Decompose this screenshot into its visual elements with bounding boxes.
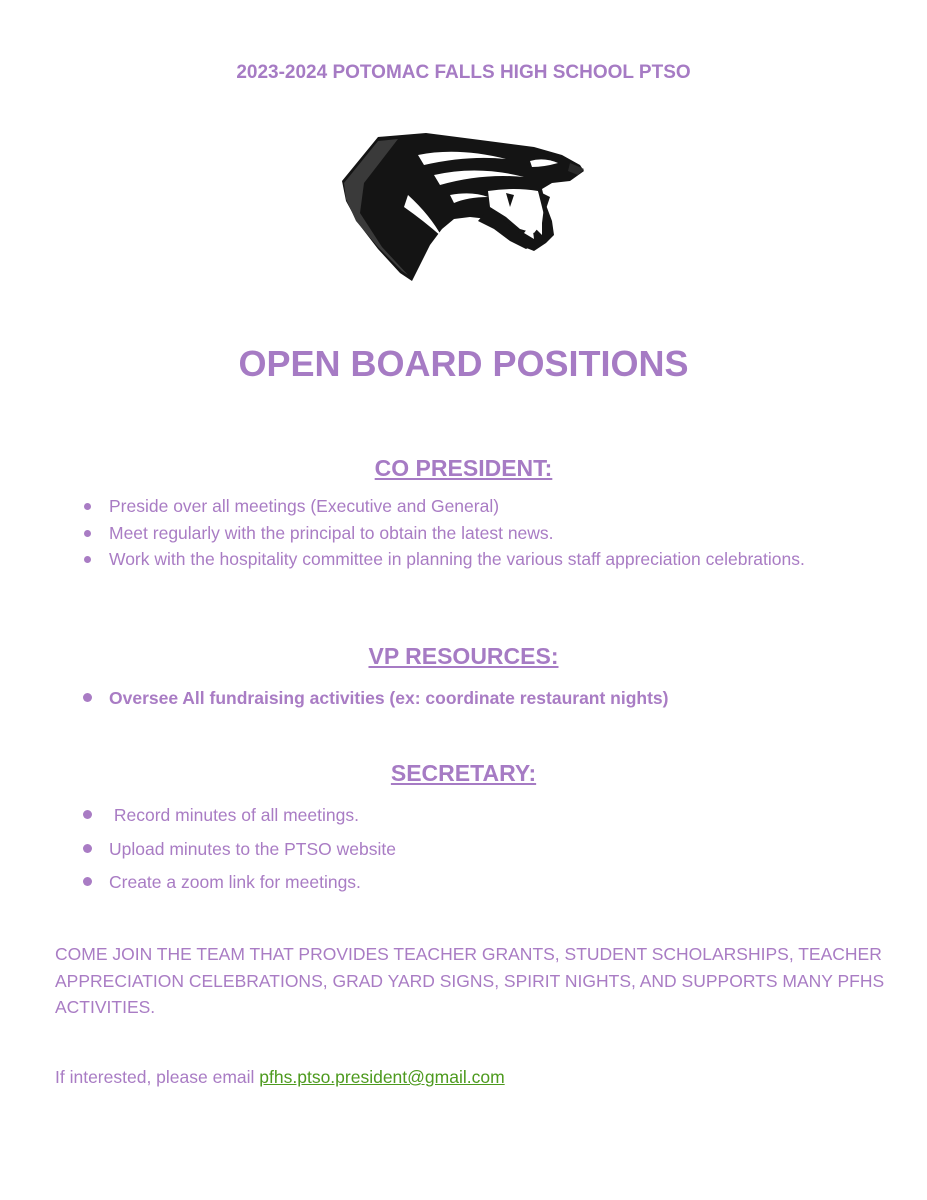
bullet-dot-icon (84, 503, 91, 510)
bullet-dot-icon (84, 556, 91, 563)
list-item-text: Work with the hospitality committee in planning the various staff appreciation celebrations. (109, 549, 805, 569)
list-item (82, 869, 809, 896)
co-president-duties-list (82, 493, 809, 573)
bullet-dot-icon (83, 810, 92, 819)
document-title: 2023-2024 POTOMAC FALLS HIGH SCHOOL PTSO (236, 62, 691, 83)
bullet-dot-icon (83, 877, 92, 886)
main-heading: OPEN BOARD POSITIONS (238, 343, 689, 384)
list-item (82, 546, 809, 573)
list-item (82, 802, 809, 829)
panther-head-icon (338, 125, 590, 285)
contact-prefix: If interested, please email (55, 1067, 260, 1087)
list-item (82, 493, 809, 520)
join-team-paragraph: COME JOIN THE TEAM THAT PROVIDES TEACHER GRANTS, STUDENT SCHOLARSHIPS, TEACHER APPRECIATION CELEBRATIONS, GRAD YARD SIGNS, SPIRIT NIGHTS, AND SUPPORTS MANY PFHS ACTIVITIES. (55, 944, 885, 1017)
section-heading-secretary: SECRETARY: (390, 760, 537, 786)
list-item-text: Record minutes of all meetings. (109, 805, 359, 825)
bullet-dot-icon (83, 844, 92, 853)
bullet-dot-icon (83, 693, 92, 702)
list-item (82, 836, 809, 863)
list-item-text: Upload minutes to the PTSO website (109, 838, 396, 859)
list-item (82, 520, 809, 547)
list-item-text: Preside over all meetings (Executive and General) (109, 496, 500, 516)
section-heading-co-president: CO PRESIDENT: (374, 455, 553, 481)
secretary-duties-list (82, 802, 809, 903)
section-heading-vp-resources: VP RESOURCES: (368, 643, 559, 669)
list-item-text: Oversee All fundraising activities (ex: coordinate restaurant nights) (109, 688, 669, 708)
bullet-dot-icon (84, 530, 91, 537)
list-item-text: Create a zoom link for meetings. (109, 872, 361, 892)
list-item (82, 685, 809, 712)
email-link[interactable]: pfhs.ptso.president@gmail.com (259, 1067, 505, 1087)
contact-line (55, 1064, 505, 1090)
list-item-text: Meet regularly with the principal to obtain the latest news. (109, 522, 554, 543)
vp-resources-duties-list (82, 685, 809, 712)
